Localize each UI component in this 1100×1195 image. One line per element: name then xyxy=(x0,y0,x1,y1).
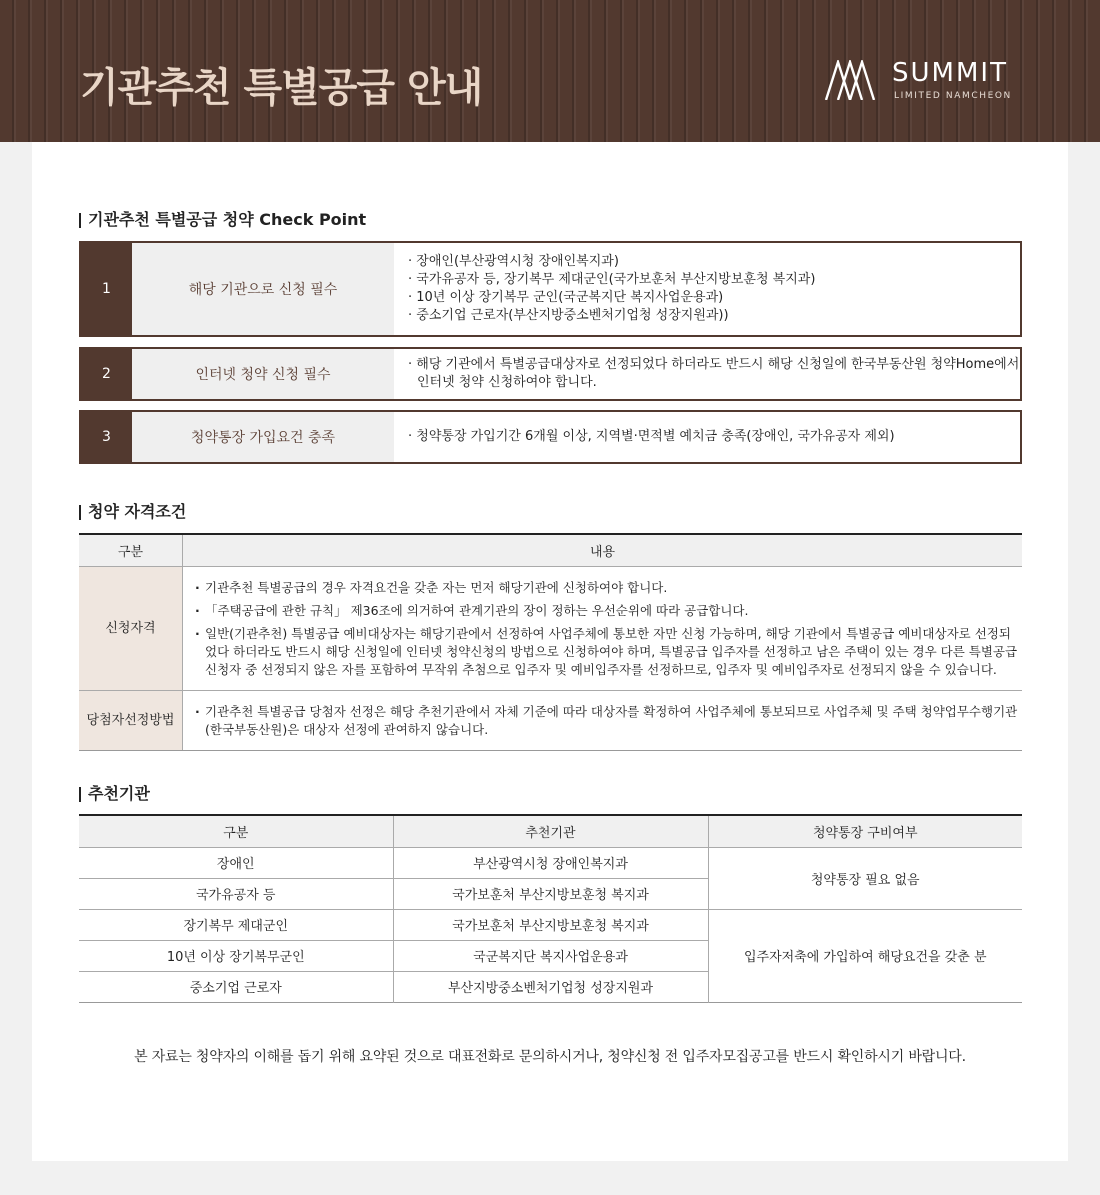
checkpoint-label: 인터넷 청약 신청 필수 xyxy=(132,349,394,399)
checkpoint-line: · 해당 기관에서 특별공급대상자로 선정되었다 하더라도 반드시 해당 신청일에 한국부동산원 청약Home에서 xyxy=(408,357,1020,372)
header-account: 청약통장 구비여부 xyxy=(708,815,1022,847)
summit-logo xyxy=(824,58,1024,104)
checkpoint-row xyxy=(79,410,1022,464)
checkpoint-description xyxy=(394,412,1020,462)
agency-cell: 부산광역시청 장애인복지과 xyxy=(393,847,708,878)
header-content: 내용 xyxy=(589,545,616,560)
row-content xyxy=(183,567,1022,690)
row-label xyxy=(79,691,183,750)
summit-logo-mark-icon xyxy=(824,60,878,100)
qualification-table xyxy=(79,533,1022,751)
agency-cell: 국가보훈처 부산지방보훈청 복지과 xyxy=(393,878,708,909)
content-item: · 기관추천 특별공급 당첨자 선정은 해당 추천기관에서 자체 기준에 따라 대상자를 확정하여 사업주체에 통보되므로 사업주체 및 주택 청약업무수행기관(한국부동산원)은 대상자 선정에 관여하지 않습니다. xyxy=(195,703,1022,739)
checkpoint-number: 2 xyxy=(81,349,132,399)
qualification-section-title: 청약 자격조건 xyxy=(79,502,186,522)
table-row xyxy=(79,691,1022,750)
checkpoint-row xyxy=(79,241,1022,337)
category-cell: 중소기업 근로자 xyxy=(79,971,393,1002)
checkpoint-number: 3 xyxy=(81,412,132,462)
content-item: · 기관추천 특별공급의 경우 자격요건을 갖춘 자는 먼저 해당기관에 신청하여야 합니다. xyxy=(195,579,1022,597)
table-row xyxy=(79,847,1022,878)
header-agency: 추천기관 xyxy=(393,815,708,847)
table-row xyxy=(79,567,1022,691)
checkpoint-line: · 10년 이상 장기복무 군인(국군복지단 복지사업운용과) xyxy=(408,290,724,305)
agencies-section-title: 추천기관 xyxy=(79,784,150,804)
header-category: 구분 xyxy=(79,535,183,566)
agencies-table xyxy=(79,814,1022,1003)
row-content xyxy=(183,691,1022,750)
row-label-line: 당첨자 xyxy=(86,713,125,728)
page-title: 기관추천 특별공급 안내 xyxy=(80,65,483,111)
table-row xyxy=(79,909,1022,940)
category-cell: 국가유공자 등 xyxy=(79,878,393,909)
row-label: 신청자격 xyxy=(79,567,183,690)
footer-note: 본 자료는 청약자의 이해를 돕기 위해 요약된 것으로 대표전화로 문의하시거나, 청약신청 전 입주자모집공고를 반드시 확인하시기 바랍니다. xyxy=(134,1049,966,1065)
logo-subtitle: LIMITED NAMCHEON xyxy=(894,91,1012,101)
content-item: · 「주택공급에 관한 규칙」 제36조에 의거하여 관계기관의 장이 정하는 우선순위에 따라 공급합니다. xyxy=(195,602,1022,620)
account-cell: 청약통장 필요 없음 xyxy=(708,847,1022,909)
checkpoint-description xyxy=(394,243,1020,335)
category-cell: 장기복무 제대군인 xyxy=(79,909,393,940)
qualification-table-header xyxy=(79,535,1022,567)
agencies-table-header xyxy=(79,815,1022,847)
content-item: · 일반(기관추천) 특별공급 예비대상자는 해당기관에서 선정하여 사업주체에 통보한 자만 신청 가능하며, 해당 기관에서 특별공급 예비대상자로 선정되었다 하더라도 반드시 해당 신청일에 인터넷 청약신청의 방법으로 신청하여야 하며, 특별공급 입주자를 선정하고 남은 주택이 있는 경우 다른 특별공급 신청자 중 선정되지 않은 자를 포함하여 무작위 추첨으로 입주자 및 예비입주자를 선정하므로, 입주자 및 예비입주자로 선정되지 않을 수 있습니다. xyxy=(195,625,1022,679)
checkpoint-number: 1 xyxy=(81,243,132,335)
logo-name: SUMMIT xyxy=(892,58,1008,88)
checkpoint-label: 해당 기관으로 신청 필수 xyxy=(132,243,394,335)
page-header xyxy=(0,0,1100,142)
category-cell: 장애인 xyxy=(79,847,393,878)
checkpoint-line: · 중소기업 근로자(부산지방중소벤처기업청 성장지원과)) xyxy=(408,308,729,323)
agency-cell: 부산지방중소벤처기업청 성장지원과 xyxy=(393,971,708,1002)
checkpoint-label: 청약통장 가입요건 충족 xyxy=(132,412,394,462)
header-category: 구분 xyxy=(79,815,393,847)
checkpoint-section-title: 기관추천 특별공급 청약 Check Point xyxy=(79,210,366,230)
agency-cell: 국가보훈처 부산지방보훈청 복지과 xyxy=(393,909,708,940)
account-cell: 입주자저축에 가입하여 해당요건을 갖춘 분 xyxy=(743,950,987,965)
checkpoint-row xyxy=(79,347,1022,401)
checkpoint-line: · 장애인(부산광역시청 장애인복지과) xyxy=(408,254,619,269)
checkpoint-line: 인터넷 청약 신청하여야 합니다. xyxy=(417,375,597,390)
checkpoint-description xyxy=(394,349,1020,399)
category-cell: 10년 이상 장기복무군인 xyxy=(79,940,393,971)
checkpoint-line: · 국가유공자 등, 장기복무 제대군인(국가보훈처 부산지방보훈청 복지과) xyxy=(408,272,816,287)
checkpoint-line: · 청약통장 가입기간 6개월 이상, 지역별·면적별 예치금 충족(장애인, 국가유공자 제외) xyxy=(408,429,895,444)
row-label-line: 선정방법 xyxy=(124,713,175,728)
agency-cell: 국군복지단 복지사업운용과 xyxy=(393,940,708,971)
